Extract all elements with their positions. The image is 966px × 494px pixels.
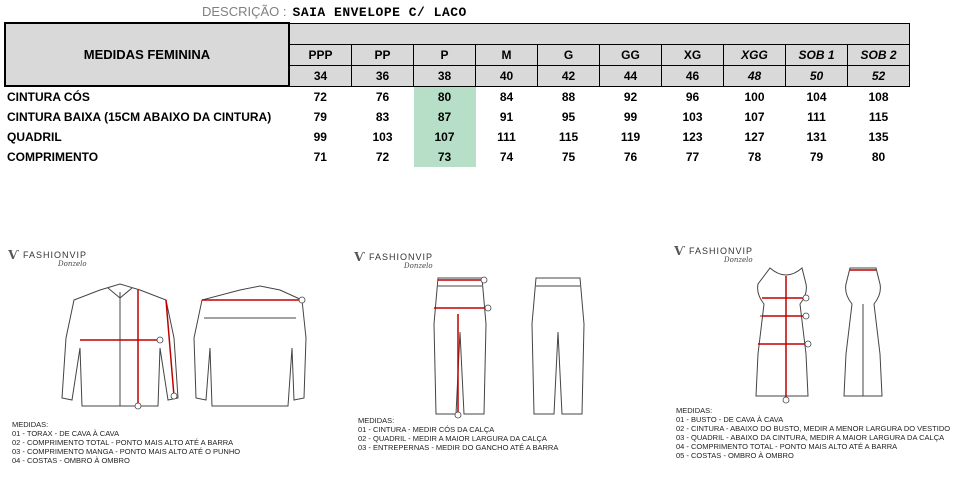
table-title: MEDIDAS FEMININA bbox=[5, 23, 289, 86]
dress-notes bbox=[676, 406, 950, 460]
table-cell: 123 bbox=[682, 130, 703, 144]
table-cell: 107 bbox=[414, 127, 476, 147]
size-number: 48 bbox=[724, 65, 786, 86]
brand-name: FASHIONVIP bbox=[23, 250, 88, 260]
table-cell: 72 bbox=[375, 150, 390, 164]
description-label: DESCRIÇÃO : bbox=[202, 4, 287, 19]
brand-name: FASHIONVIP bbox=[369, 252, 434, 262]
table-cell: 131 bbox=[806, 130, 827, 144]
size-header: G bbox=[538, 44, 600, 65]
size-header: SOB 2 bbox=[848, 44, 910, 65]
size-table bbox=[4, 22, 910, 167]
table-cell: 96 bbox=[685, 89, 700, 104]
size-number: 46 bbox=[662, 65, 724, 86]
table-cell: 111 bbox=[807, 110, 826, 124]
row-label: COMPRIMENTO bbox=[7, 150, 99, 164]
size-header: XGG bbox=[724, 44, 786, 65]
header-spacer bbox=[289, 23, 910, 44]
table-cell: 77 bbox=[685, 150, 700, 164]
shirt-notes bbox=[12, 420, 240, 465]
table-cell: 108 bbox=[868, 89, 889, 104]
row-label: CINTURA CÓS bbox=[7, 90, 90, 104]
note-item: 02 - COMPRIMENTO TOTAL - PONTO MAIS ALTO ATÉ A BARRA bbox=[12, 438, 234, 447]
table-cell: 104 bbox=[806, 89, 827, 104]
table-cell: 87 bbox=[414, 107, 476, 127]
shirt-panel bbox=[8, 248, 308, 488]
table-cell: 115 bbox=[868, 110, 889, 124]
table-row bbox=[5, 86, 910, 107]
size-header: PP bbox=[352, 44, 414, 65]
size-number: 44 bbox=[600, 65, 662, 86]
note-item: 01 - CINTURA - MEDIR CÓS DA CALÇA bbox=[358, 425, 495, 434]
brand-name: FASHIONVIP bbox=[689, 246, 754, 256]
table-cell: 99 bbox=[313, 130, 327, 144]
note-item: 03 - QUADRIL - ABAIXO DA CINTURA, MEDIR A MAIOR LARGURA DA CALÇA bbox=[676, 433, 945, 442]
pants-diagram bbox=[354, 274, 604, 419]
table-header-top bbox=[5, 23, 910, 44]
table-cell: 99 bbox=[623, 110, 638, 124]
table-cell: 71 bbox=[313, 150, 327, 164]
brand-v-icon: Ѵ bbox=[354, 250, 366, 264]
shirt-diagram bbox=[8, 278, 308, 438]
size-number: 36 bbox=[352, 65, 414, 86]
table-cell: 75 bbox=[561, 150, 576, 164]
brand-script: Donzelo bbox=[724, 256, 753, 264]
size-header: GG bbox=[600, 44, 662, 65]
size-header: XG bbox=[662, 44, 724, 65]
note-item: 01 - TORAX - DE CAVA À CAVA bbox=[12, 429, 120, 438]
table-cell: 135 bbox=[868, 130, 889, 144]
description-line bbox=[202, 4, 467, 20]
table-cell: 76 bbox=[623, 150, 638, 164]
row-label: QUADRIL bbox=[7, 130, 62, 144]
table-cell: 95 bbox=[561, 110, 576, 124]
table-cell: 103 bbox=[372, 130, 393, 144]
table-cell: 79 bbox=[313, 110, 327, 124]
size-header: SOB 1 bbox=[786, 44, 848, 65]
size-number: 38 bbox=[414, 65, 476, 86]
table-cell: 73 bbox=[414, 147, 476, 167]
size-number: 42 bbox=[538, 65, 600, 86]
table-cell: 100 bbox=[744, 89, 765, 104]
brand-v-icon: Ѵ bbox=[674, 244, 686, 258]
table-cell: 79 bbox=[809, 150, 824, 164]
size-header: PPP bbox=[289, 44, 352, 65]
size-header: P bbox=[414, 44, 476, 65]
table-cell: 127 bbox=[744, 130, 765, 144]
note-item: 01 - BUSTO - DE CAVA À CAVA bbox=[676, 415, 784, 424]
table-cell: 119 bbox=[620, 130, 641, 144]
notes-title: MEDIDAS: bbox=[676, 406, 713, 415]
dress-panel bbox=[674, 244, 964, 460]
table-cell: 115 bbox=[558, 130, 579, 144]
table-row bbox=[5, 147, 910, 167]
note-item: 03 - ENTREPERNAS - MEDIR DO GANCHO ATÉ A BARRA bbox=[358, 443, 559, 452]
table-cell: 111 bbox=[497, 130, 516, 144]
note-item: 03 - COMPRIMENTO MANGA - PONTO MAIS ALTO ATÉ O PUNHO bbox=[12, 447, 241, 456]
note-item: 04 - COMPRIMENTO TOTAL - PONTO MAIS ALTO ATÉ A BARRA bbox=[676, 442, 898, 451]
table-cell: 88 bbox=[561, 89, 576, 104]
dress-diagram bbox=[674, 264, 964, 404]
table-cell: 84 bbox=[499, 89, 514, 104]
notes-title: MEDIDAS: bbox=[358, 416, 395, 425]
row-label: CINTURA BAIXA (15CM ABAIXO DA CINTURA) bbox=[7, 110, 272, 124]
size-number: 34 bbox=[289, 65, 352, 86]
table-cell: 72 bbox=[313, 89, 327, 104]
pants-panel bbox=[354, 250, 604, 470]
size-number: 50 bbox=[786, 65, 848, 86]
table-cell: 103 bbox=[682, 110, 703, 124]
brand-script: Donzelo bbox=[404, 262, 433, 270]
table-cell: 80 bbox=[871, 150, 886, 164]
table-body bbox=[5, 86, 910, 167]
table-cell: 76 bbox=[375, 89, 390, 104]
note-item: 02 - QUADRIL - MEDIR A MAIOR LARGURA DA CALÇA bbox=[358, 434, 547, 443]
table-cell: 83 bbox=[375, 110, 390, 124]
table-cell: 91 bbox=[499, 110, 514, 124]
note-item: 02 - CINTURA - ABAIXO DO BUSTO, MEDIR A MENOR LARGURA DO VESTIDO bbox=[676, 424, 951, 433]
table-row bbox=[5, 107, 910, 127]
table-cell: 74 bbox=[499, 150, 514, 164]
note-item: 05 - COSTAS - OMBRO À OMBRO bbox=[676, 451, 794, 460]
table-row bbox=[5, 127, 910, 147]
size-number: 40 bbox=[476, 65, 538, 86]
table-cell: 80 bbox=[414, 86, 476, 107]
table-cell: 78 bbox=[747, 150, 762, 164]
table-cell: 92 bbox=[623, 89, 638, 104]
brand-script: Donzelo bbox=[58, 260, 87, 268]
brand-v-icon: Ѵ bbox=[8, 248, 20, 262]
size-header: M bbox=[476, 44, 538, 65]
product-name: SAIA ENVELOPE C/ LACO bbox=[292, 5, 467, 20]
size-number: 52 bbox=[848, 65, 910, 86]
table-cell: 107 bbox=[744, 110, 765, 124]
note-item: 04 - COSTAS - OMBRO À OMBRO bbox=[12, 456, 130, 465]
pants-notes bbox=[358, 416, 558, 452]
notes-title: MEDIDAS: bbox=[12, 420, 49, 429]
